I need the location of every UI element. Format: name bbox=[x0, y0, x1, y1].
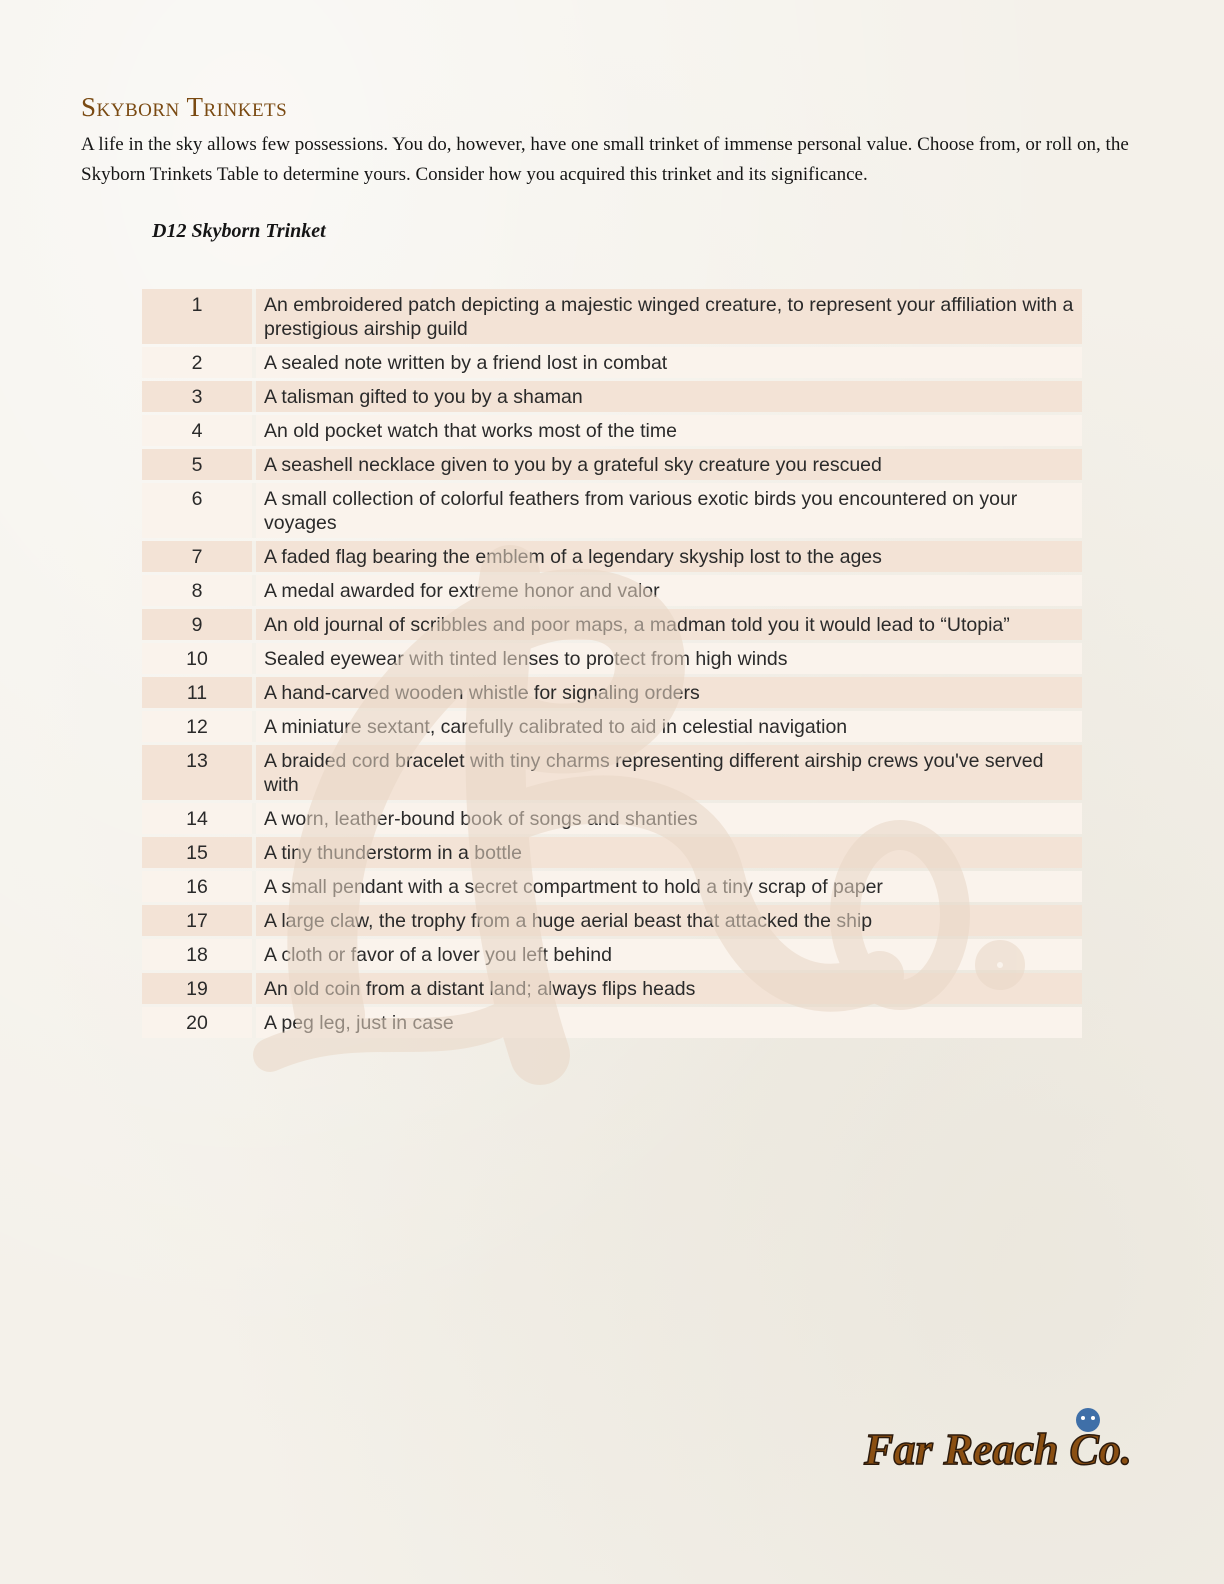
table-row bbox=[142, 939, 1082, 970]
trinket-description: A seashell necklace given to you by a grateful sky creature you rescued bbox=[256, 449, 1082, 480]
row-number: 8 bbox=[142, 575, 256, 606]
row-number: 3 bbox=[142, 381, 256, 412]
trinkets-table bbox=[142, 286, 1082, 1041]
section-heading: Skyborn Trinkets bbox=[81, 92, 288, 122]
far-reach-co-logo bbox=[858, 1402, 1138, 1482]
table-row bbox=[142, 483, 1082, 538]
trinket-description: A sealed note written by a friend lost in combat bbox=[256, 347, 1082, 378]
trinket-description: Sealed eyewear with tinted lenses to protect from high winds bbox=[256, 643, 1082, 674]
logo-text: Far Reach Co. bbox=[864, 1425, 1132, 1474]
table-row bbox=[142, 871, 1082, 902]
table-row bbox=[142, 575, 1082, 606]
trinket-description: A small pendant with a secret compartment to hold a tiny scrap of paper bbox=[256, 871, 1082, 902]
trinket-description: A talisman gifted to you by a shaman bbox=[256, 381, 1082, 412]
row-number: 10 bbox=[142, 643, 256, 674]
table-row bbox=[142, 643, 1082, 674]
trinket-description: A hand-carved wooden whistle for signaling orders bbox=[256, 677, 1082, 708]
row-number: 2 bbox=[142, 347, 256, 378]
row-number: 12 bbox=[142, 711, 256, 742]
trinket-description: A tiny thunderstorm in a bottle bbox=[256, 837, 1082, 868]
table-row bbox=[142, 711, 1082, 742]
table-row bbox=[142, 449, 1082, 480]
trinket-description: A large claw, the trophy from a huge aerial beast that attacked the ship bbox=[256, 905, 1082, 936]
table-row bbox=[142, 677, 1082, 708]
table-row bbox=[142, 745, 1082, 800]
trinket-description: A worn, leather-bound book of songs and shanties bbox=[256, 803, 1082, 834]
row-number: 1 bbox=[142, 289, 256, 344]
row-number: 20 bbox=[142, 1007, 256, 1038]
row-number: 11 bbox=[142, 677, 256, 708]
table-row bbox=[142, 381, 1082, 412]
trinket-description: A small collection of colorful feathers from various exotic birds you encountered on your voyages bbox=[256, 483, 1082, 538]
trinket-description: A peg leg, just in case bbox=[256, 1007, 1082, 1038]
intro-paragraph: A life in the sky allows few possessions. You do, however, have one small trinket of immense personal value. Choose from, or roll on, the Skyborn Trinkets Table to determine yours. Consider how you acquired this trinket and its significance. bbox=[81, 134, 1129, 185]
row-number: 14 bbox=[142, 803, 256, 834]
row-number: 17 bbox=[142, 905, 256, 936]
trinket-description: A faded flag bearing the emblem of a legendary skyship lost to the ages bbox=[256, 541, 1082, 572]
table-row bbox=[142, 905, 1082, 936]
row-number: 16 bbox=[142, 871, 256, 902]
row-number: 7 bbox=[142, 541, 256, 572]
table-row bbox=[142, 837, 1082, 868]
trinket-description: A miniature sextant, carefully calibrated to aid in celestial navigation bbox=[256, 711, 1082, 742]
trinket-description: An old coin from a distant land; always flips heads bbox=[256, 973, 1082, 1004]
table-row bbox=[142, 609, 1082, 640]
trinket-description: An embroidered patch depicting a majestic winged creature, to represent your affiliation with a prestigious airship guild bbox=[256, 289, 1082, 344]
table-title: D12 Skyborn Trinket bbox=[152, 220, 326, 242]
table-row bbox=[142, 541, 1082, 572]
table-row bbox=[142, 803, 1082, 834]
trinket-description: A cloth or favor of a lover you left behind bbox=[256, 939, 1082, 970]
row-number: 19 bbox=[142, 973, 256, 1004]
table-row bbox=[142, 289, 1082, 344]
trinket-description: An old journal of scribbles and poor maps, a madman told you it would lead to “Utopia” bbox=[256, 609, 1082, 640]
row-number: 15 bbox=[142, 837, 256, 868]
trinket-description: A medal awarded for extreme honor and valor bbox=[256, 575, 1082, 606]
table-row bbox=[142, 973, 1082, 1004]
trinket-description: An old pocket watch that works most of the time bbox=[256, 415, 1082, 446]
row-number: 5 bbox=[142, 449, 256, 480]
row-number: 4 bbox=[142, 415, 256, 446]
row-number: 9 bbox=[142, 609, 256, 640]
row-number: 18 bbox=[142, 939, 256, 970]
table-row bbox=[142, 347, 1082, 378]
trinket-description: A braided cord bracelet with tiny charms representing different airship crews you've served with bbox=[256, 745, 1082, 800]
table-row bbox=[142, 1007, 1082, 1038]
row-number: 6 bbox=[142, 483, 256, 538]
table-row bbox=[142, 415, 1082, 446]
row-number: 13 bbox=[142, 745, 256, 800]
